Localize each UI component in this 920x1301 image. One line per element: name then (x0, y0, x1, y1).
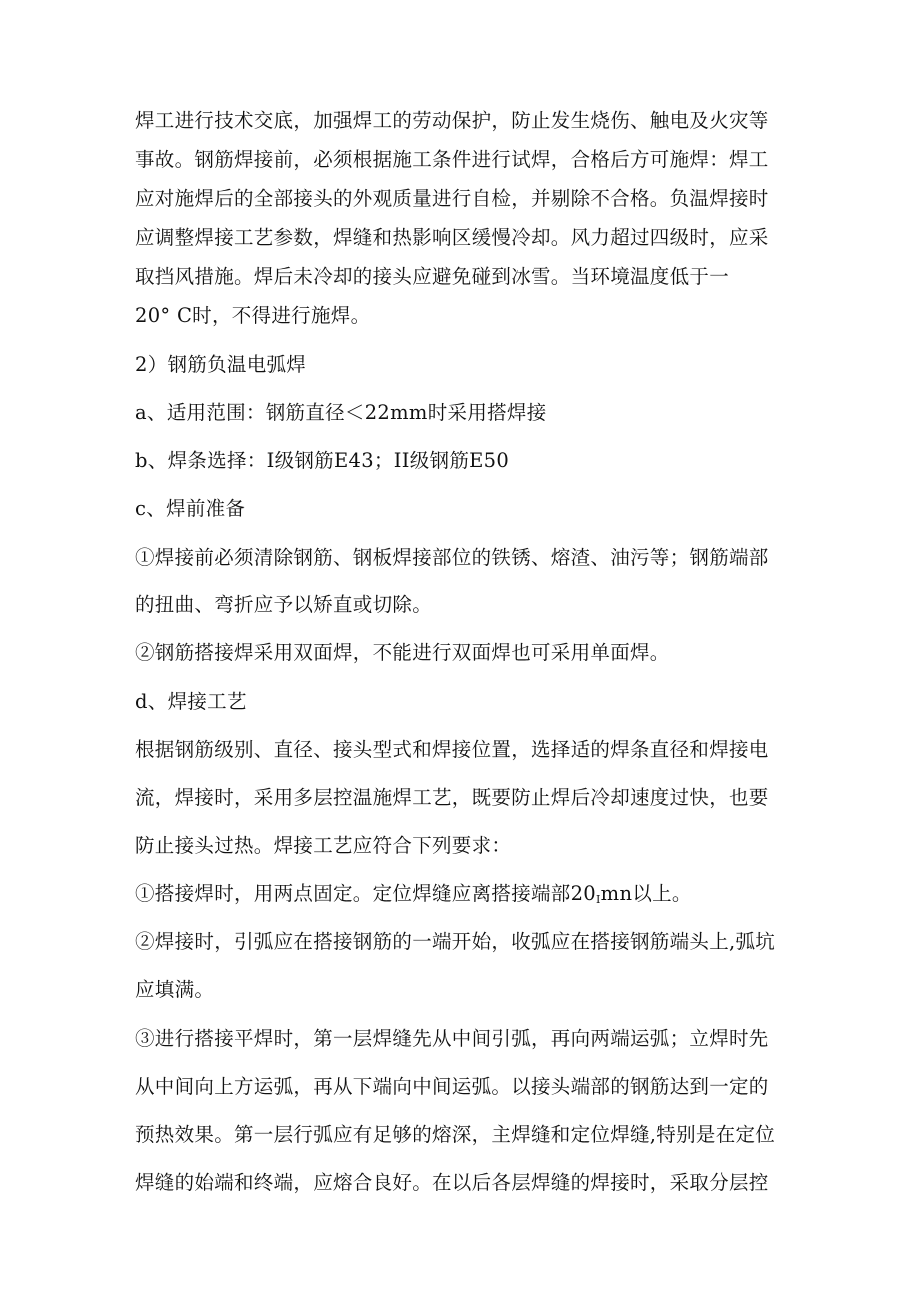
list-item: a、适用范围：钢筋直径＜22mm时采用搭焊接 (135, 401, 547, 424)
text-line (135, 881, 692, 913)
text-segment: ①搭接焊时，用两点固定。定位焊缝应离搭接端部20 (135, 882, 597, 905)
list-item: d、焊接工艺 (135, 690, 247, 713)
text-line: 根据钢筋级别、直径、接头型式和焊接位置，选择适的焊条直径和焊接电 (135, 738, 769, 761)
text-line: 焊缝的始端和终端，应熔合良好。在以后各层焊缝的焊接时，采取分层控 (135, 1171, 769, 1194)
text-line: 20° C时，不得进行施焊。 (135, 304, 371, 327)
text-line: 流，焊接时，采用多层控温施焊工艺，既要防止焊后冷却速度过快，也要 (135, 786, 769, 809)
section-heading: 2）钢筋负温电弧焊 (135, 353, 307, 376)
text-line: 应填满。 (135, 978, 215, 1001)
subscript: I (596, 893, 601, 906)
text-line: 应对施焊后的全部接头的外观质量进行自检，并剔除不合格。负温焊接时 (135, 187, 769, 210)
text-line: ①焊接前必须清除钢筋、钢板焊接部位的铁锈、熔渣、油污等；钢筋端部 (135, 546, 769, 569)
text-line: 预热效果。第一层行弧应有足够的熔深，主焊缝和定位焊缝,特别是在定位 (135, 1123, 776, 1146)
text-line: 从中间向上方运弧，再从下端向中间运弧。以接头端部的钢筋达到一定的 (135, 1075, 769, 1098)
text-line: 的扭曲、弯折应予以矫直或切除。 (135, 593, 433, 616)
text-line: 应调整焊接工艺参数，焊缝和热影响区缓慢冷却。风力超过四级时，应采 (135, 226, 769, 249)
text-line: ③进行搭接平焊时，第一层焊缝先从中间引弧，再向两端运弧；立焊时先 (135, 1027, 769, 1050)
text-line: ②钢筋搭接焊采用双面焊，不能进行双面焊也可采用单面焊。 (135, 641, 670, 664)
text-line: 事故。钢筋焊接前，必须根据施工条件进行试焊，合格后方可施焊：焊工 (135, 148, 769, 171)
text-segment: mn以上。 (600, 882, 692, 905)
list-item: b、焊条选择：I级钢筋E43；II级钢筋E50 (135, 449, 510, 472)
list-item: c、焊前准备 (135, 497, 246, 520)
text-line: 取挡风措施。焊后未冷却的接头应避免碰到冰雪。当环境温度低于一 (135, 265, 730, 288)
text-line: ②焊接时，引弧应在搭接钢筋的一端开始，收弧应在搭接钢筋端头上,弧坑 (135, 930, 776, 953)
text-line: 防止接头过热。焊接工艺应符合下列要求： (135, 834, 512, 857)
text-line: 焊工进行技术交底，加强焊工的劳动保护，防止发生烧伤、触电及火灾等 (135, 109, 769, 132)
